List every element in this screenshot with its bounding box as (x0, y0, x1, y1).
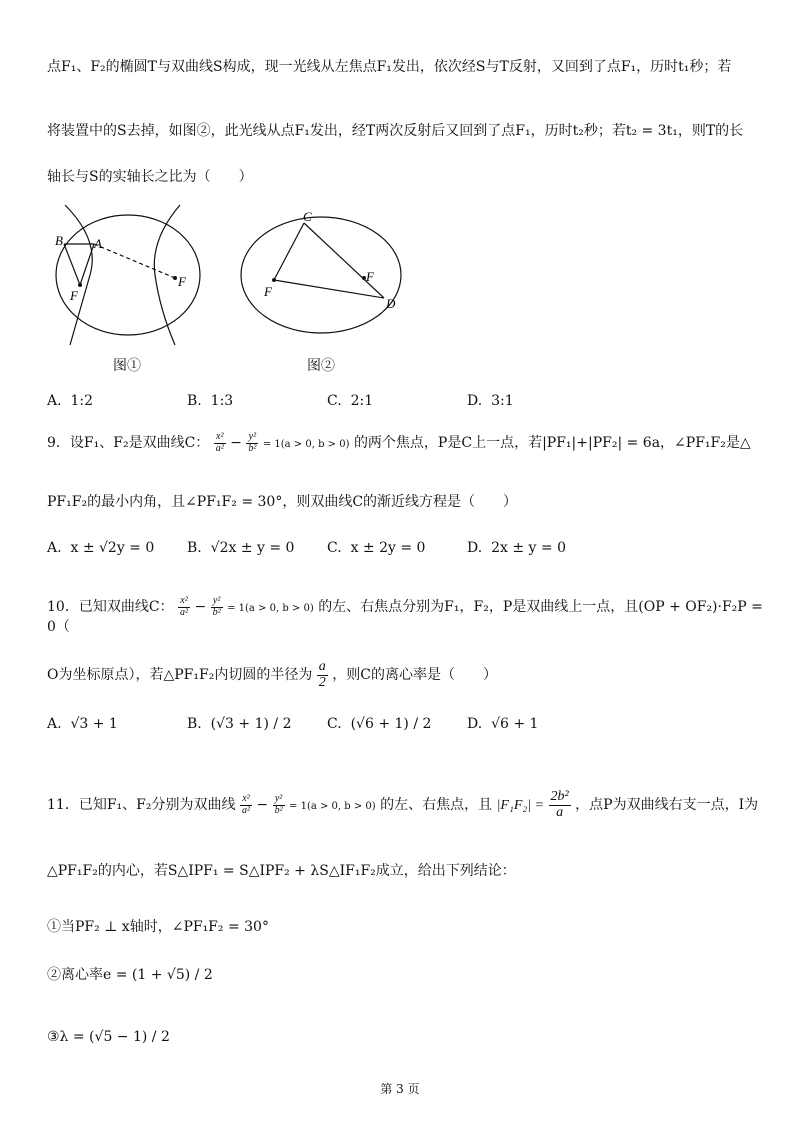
figure-1 (50, 200, 210, 350)
q8-option-c[interactable]: C. 2:1 (327, 393, 374, 409)
q10-option-c[interactable]: C. (√6 + 1) / 2 (327, 716, 432, 732)
fig1-label-f2: F (178, 274, 186, 289)
q8-option-a[interactable]: A. 1:2 (47, 393, 93, 409)
q9-option-b[interactable]: B. √2x ± y = 0 (187, 540, 295, 556)
q11-item2: ②离心率e = (1 + √5) / 2 (47, 967, 213, 983)
fig1-label-b: B (55, 233, 63, 248)
q10-option-d[interactable]: D. √6 + 1 (467, 716, 539, 732)
fig2-label-c: C (303, 209, 312, 224)
q8-line3: 轴长与S的实轴长之比为（ ） (47, 169, 253, 185)
q11-item1: ①当PF₂ ⊥ x轴时，∠PF₁F₂ = 30° (47, 919, 269, 935)
q8-option-d[interactable]: D. 3:1 (467, 393, 514, 409)
q10-option-a[interactable]: A. √3 + 1 (47, 716, 118, 732)
q8-line2: 将装置中的S去掉，如图②，此光线从点F₁发出，经T两次反射后又回到了点F₁，历时t₂秒；若t₂ = 3t₁，则T的长 (47, 123, 744, 139)
q9-line2: PF₁F₂的最小内角，且∠PF₁F₂ = 30°，则双曲线C的渐近线方程是（ ） (47, 494, 518, 510)
fig1-label-a: A (94, 236, 102, 251)
figure-2-caption: 图② (307, 358, 335, 374)
fig2-label-d: D (386, 296, 396, 311)
q9-option-a[interactable]: A. x ± √2y = 0 (47, 540, 155, 556)
figure-2 (236, 208, 406, 348)
q8-line1: 点F₁、F₂的椭圆T与双曲线S构成，现一光线从左焦点F₁发出，依次经S与T反射，又回到了点F₁，历时t₁秒；若 (47, 59, 732, 75)
q9-option-c[interactable]: C. x ± 2y = 0 (327, 540, 426, 556)
q10-option-b[interactable]: B. (√3 + 1) / 2 (187, 716, 292, 732)
q9-line1: 9．设F₁、F₂是双曲线C： $\frac{\text{x²}}{\text{a²}}$ − $\frac{\text{y²}}{\text{b²}}$ = 1(a > 0, b > 0) 的两个焦点，P是C上一点，若|PF₁|+|PF₂| = 6a，∠PF₁F₂是△ (47, 431, 751, 454)
q9-option-d[interactable]: D. 2x ± y = 0 (467, 540, 566, 556)
fig2-label-f1: F (264, 284, 272, 299)
q11-item3: ③λ = (√5 − 1) / 2 (47, 1029, 170, 1045)
q11-line1: 11．已知F₁、F₂分别为双曲线 $\frac{\text{x²}}{\text{a²}}$ − $\frac{\text{y²}}{\text{b²}}$ = 1(a > 0, b > 0) 的左、右焦点，且 |F₁F₂| = $\frac{\text{2b²}}{a}$ ，点P为双曲线右支一点，I为 (47, 789, 759, 820)
q8-option-b[interactable]: B. 1:3 (187, 393, 234, 409)
q10-line2: O为坐标原点），若△PF₁F₂内切圆的半径为 $\frac{a}{2}$ ，则C的离心率是（ ） (47, 659, 497, 690)
page-number: 第 3 页 (380, 1082, 420, 1096)
fig2-label-f2: F (366, 269, 374, 284)
fig1-label-f1: F (70, 288, 78, 303)
q11-line2: △PF₁F₂的内心，若S△IPF₁ = S△IPF₂ + λS△IF₁F₂成立，给出下列结论： (47, 863, 516, 879)
figure-1-caption: 图① (113, 358, 141, 374)
q10-line1: 10．已知双曲线C： $\frac{\text{x²}}{\text{a²}}$ − $\frac{\text{y²}}{\text{b²}}$ = 1(a > 0, b > 0) 的左、右焦点分别为F₁，F₂，P是双曲线上一点，且(OP + OF₂)·F₂P = 0（ (47, 595, 763, 635)
